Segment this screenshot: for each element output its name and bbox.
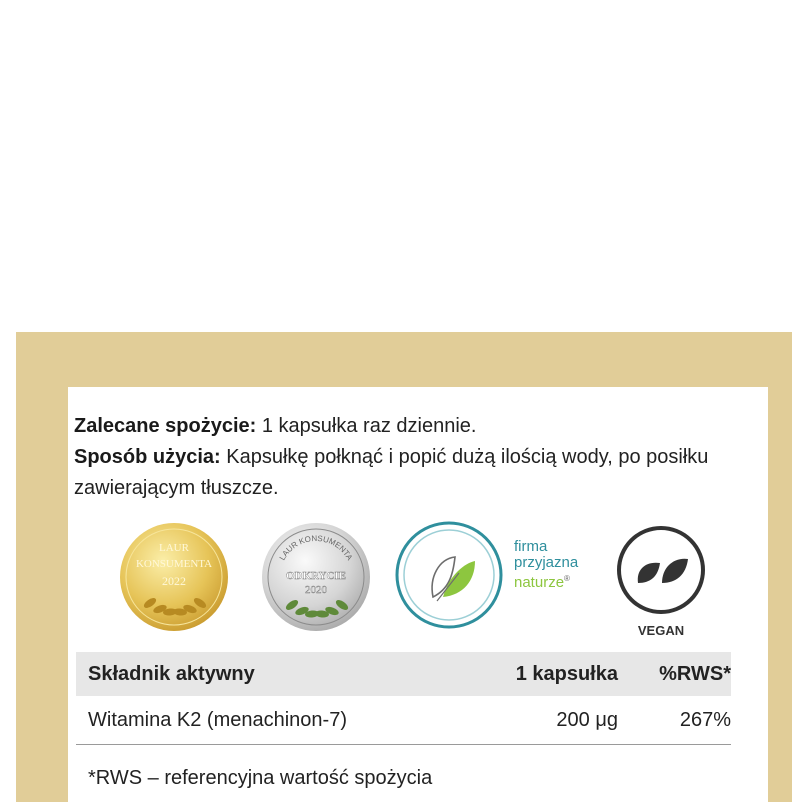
header-ingredient: Składnik aktywny [88, 662, 255, 685]
nature-friendly-logo-icon [393, 517, 505, 633]
gold-badge-line2: KONSUMENTA [135, 558, 213, 570]
dosage-line [74, 411, 764, 442]
table-row [76, 696, 731, 745]
gold-badge-line1: LAUR [159, 542, 189, 554]
table-header [76, 652, 731, 696]
ingredient-name: Witamina K2 (menachinon-7) [88, 708, 347, 731]
usage-value: Kapsułkę połknąć i popić dużą ilością wody, po posiłku zawierającym tłuszcze. [74, 446, 709, 499]
usage-line [74, 442, 764, 504]
silver-badge-year: 2020 [305, 584, 327, 596]
header-rws: %RWS* [659, 662, 731, 685]
silver-badge-line1: ODKRYCIE [285, 570, 347, 582]
usage-info [74, 411, 764, 504]
badges-row [68, 515, 768, 638]
dosage-label: Zalecane spożycie: [74, 415, 257, 437]
nature-text-line2: przyjazna [514, 554, 579, 571]
header-per-capsule: 1 kapsułka [515, 662, 618, 685]
label-card [68, 387, 768, 807]
vegan-icon [616, 525, 706, 615]
ingredient-rws: 267% [679, 708, 731, 731]
nutrition-table [76, 652, 731, 745]
silver-badge-arc: LAUR KONSUMENTA [277, 533, 355, 562]
gold-badge-year: 2022 [162, 574, 186, 588]
rws-footnote: *RWS – referencyjna wartość spożycia [88, 767, 433, 789]
nature-text-line1: firma [514, 538, 548, 555]
nature-friendly-text [514, 539, 578, 591]
vegan-label: VEGAN [637, 623, 685, 638]
usage-label: Sposób użycia: [74, 446, 221, 468]
label-frame [16, 332, 792, 802]
nature-text-line3: naturze® [514, 574, 570, 591]
dosage-value: 1 kapsułka raz dziennie. [256, 415, 477, 437]
laur-konsumenta-odkrycie-2020-badge [260, 521, 372, 633]
ingredient-amount: 200 μg [556, 708, 618, 731]
laur-konsumenta-2022-badge [118, 521, 230, 633]
